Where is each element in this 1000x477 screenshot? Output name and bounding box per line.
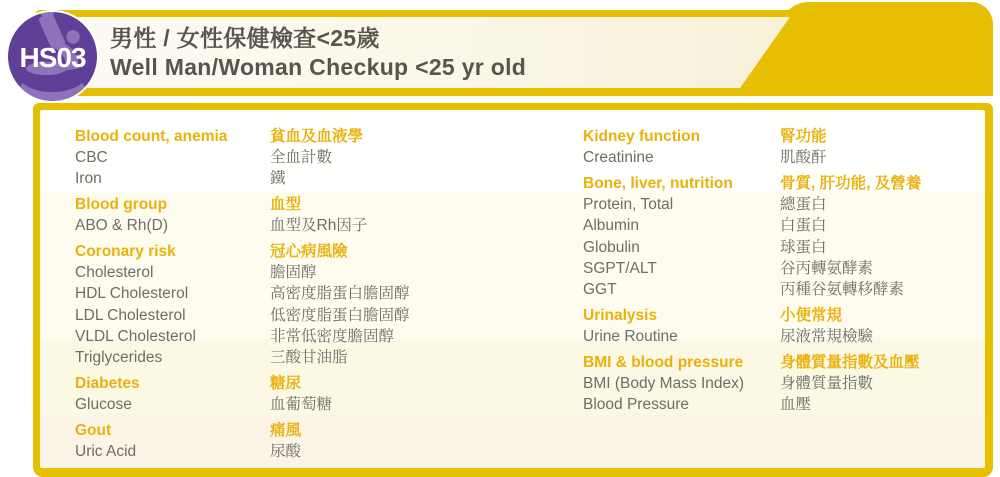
test-item-en: VLDL Cholesterol [75, 327, 196, 345]
test-item-zh: 非常低密度膽固醇 [270, 327, 395, 345]
test-section [583, 352, 983, 416]
section-heading-en: Kidney function [583, 128, 701, 145]
test-item [75, 305, 565, 326]
test-item-en: BMI (Body Mass Index) [583, 374, 745, 392]
test-item-en: Cholesterol [75, 264, 154, 282]
test-item-en: Iron [75, 170, 102, 188]
test-item-zh: 血型及Rh因子 [270, 217, 368, 235]
tests-panel [33, 103, 993, 477]
test-item [75, 394, 565, 415]
test-item [75, 262, 565, 283]
test-item [75, 326, 565, 347]
section-heading-en: Blood count, anemia [75, 128, 228, 145]
test-item-en: CBC [75, 149, 108, 167]
test-item-zh: 高密度脂蛋白膽固醇 [270, 285, 410, 303]
test-item-zh: 球蛋白 [780, 238, 827, 256]
test-item-zh: 血葡萄糖 [270, 395, 333, 413]
section-heading-zh: 糖尿 [270, 374, 302, 392]
test-section [75, 241, 565, 368]
test-item [75, 215, 565, 236]
test-item [583, 258, 983, 279]
test-section [75, 420, 565, 462]
test-item-zh: 三酸甘油脂 [270, 349, 348, 367]
section-heading-zh: 痛風 [270, 421, 302, 439]
test-item-zh: 全血計數 [270, 149, 333, 167]
section-heading [583, 173, 983, 194]
section-heading-en: BMI & blood pressure [583, 353, 744, 371]
test-item-zh: 谷丙轉氨酵素 [780, 259, 874, 277]
test-item-en: Urine Routine [583, 327, 678, 345]
test-item-zh: 尿酸 [270, 442, 302, 460]
test-item-en: ABO & Rh(D) [75, 217, 169, 235]
test-section [583, 126, 983, 168]
test-item [583, 326, 983, 347]
test-item-en: Uric Acid [75, 442, 137, 460]
test-item-zh: 肌酸酐 [780, 149, 827, 167]
test-item [75, 283, 565, 304]
section-heading-zh: 身體質量指數及血壓 [780, 353, 920, 371]
test-item-en: Protein, Total [583, 196, 674, 214]
test-item [583, 394, 983, 415]
test-item-en: GGT [583, 280, 617, 298]
test-item-zh: 白蛋白 [780, 217, 827, 235]
test-item-en: Albumin [583, 217, 639, 235]
section-heading [583, 305, 983, 326]
tests-column-right [583, 126, 983, 415]
test-item-zh: 血壓 [780, 395, 812, 413]
test-item-zh: 尿液常規檢驗 [780, 327, 874, 345]
test-item-zh: 丙種谷氨轉移酵素 [780, 280, 905, 298]
test-item [75, 147, 565, 168]
test-item [583, 194, 983, 215]
section-heading [583, 126, 983, 147]
test-item-en: Creatinine [583, 149, 654, 167]
test-item-en: Blood Pressure [583, 395, 689, 413]
section-heading [583, 352, 983, 373]
tests-column-left [75, 126, 565, 462]
section-heading-zh: 腎功能 [780, 128, 827, 145]
test-item [583, 373, 983, 394]
test-item-en: HDL Cholesterol [75, 285, 189, 303]
test-item-en: LDL Cholesterol [75, 306, 186, 324]
test-item-en: Triglycerides [75, 349, 163, 367]
test-item-en: Glucose [75, 395, 132, 413]
section-heading-en: Diabetes [75, 374, 140, 392]
test-item-zh: 低密度脂蛋白膽固醇 [270, 306, 410, 324]
test-item-zh: 鐵 [270, 170, 286, 188]
test-item-en: SGPT/ALT [583, 259, 657, 277]
test-item [583, 215, 983, 236]
section-heading-zh: 冠心病風險 [270, 243, 348, 261]
test-section [75, 373, 565, 415]
section-heading [75, 194, 565, 215]
section-heading-en: Blood group [75, 196, 168, 214]
section-heading [75, 373, 565, 394]
test-item [75, 168, 565, 189]
test-item-zh: 膽固醇 [270, 264, 317, 282]
page-title [110, 24, 526, 82]
test-section [75, 194, 565, 236]
section-heading-en: Coronary risk [75, 243, 176, 261]
test-item-en: Globulin [583, 238, 640, 256]
test-section [75, 126, 565, 190]
test-item [75, 441, 565, 462]
package-code: HS03 [19, 42, 86, 73]
test-section [583, 305, 983, 347]
test-item [583, 147, 983, 168]
section-heading-en: Gout [75, 421, 112, 439]
section-heading [75, 241, 565, 262]
section-heading-zh: 骨質, 肝功能, 及營養 [780, 174, 922, 192]
test-item-zh: 身體質量指數 [780, 374, 874, 392]
tests-panel-inner [40, 110, 985, 468]
section-heading [75, 126, 565, 147]
test-item [583, 237, 983, 258]
section-heading-zh: 小便常規 [780, 306, 843, 324]
test-item [583, 279, 983, 300]
section-heading [75, 420, 565, 441]
test-section [583, 173, 983, 300]
section-heading-zh: 血型 [270, 196, 302, 214]
section-heading-zh: 貧血及血液學 [270, 128, 364, 145]
test-item [75, 347, 565, 368]
test-item-zh: 總蛋白 [780, 196, 827, 214]
section-heading-en: Bone, liver, nutrition [583, 174, 733, 192]
page-title-en: Well Man/Woman Checkup <25 yr old [110, 54, 527, 80]
page-title-zh: 男性 / 女性保健檢查<25歲 [110, 25, 380, 51]
section-heading-en: Urinalysis [583, 306, 658, 324]
package-code-badge [6, 10, 99, 103]
